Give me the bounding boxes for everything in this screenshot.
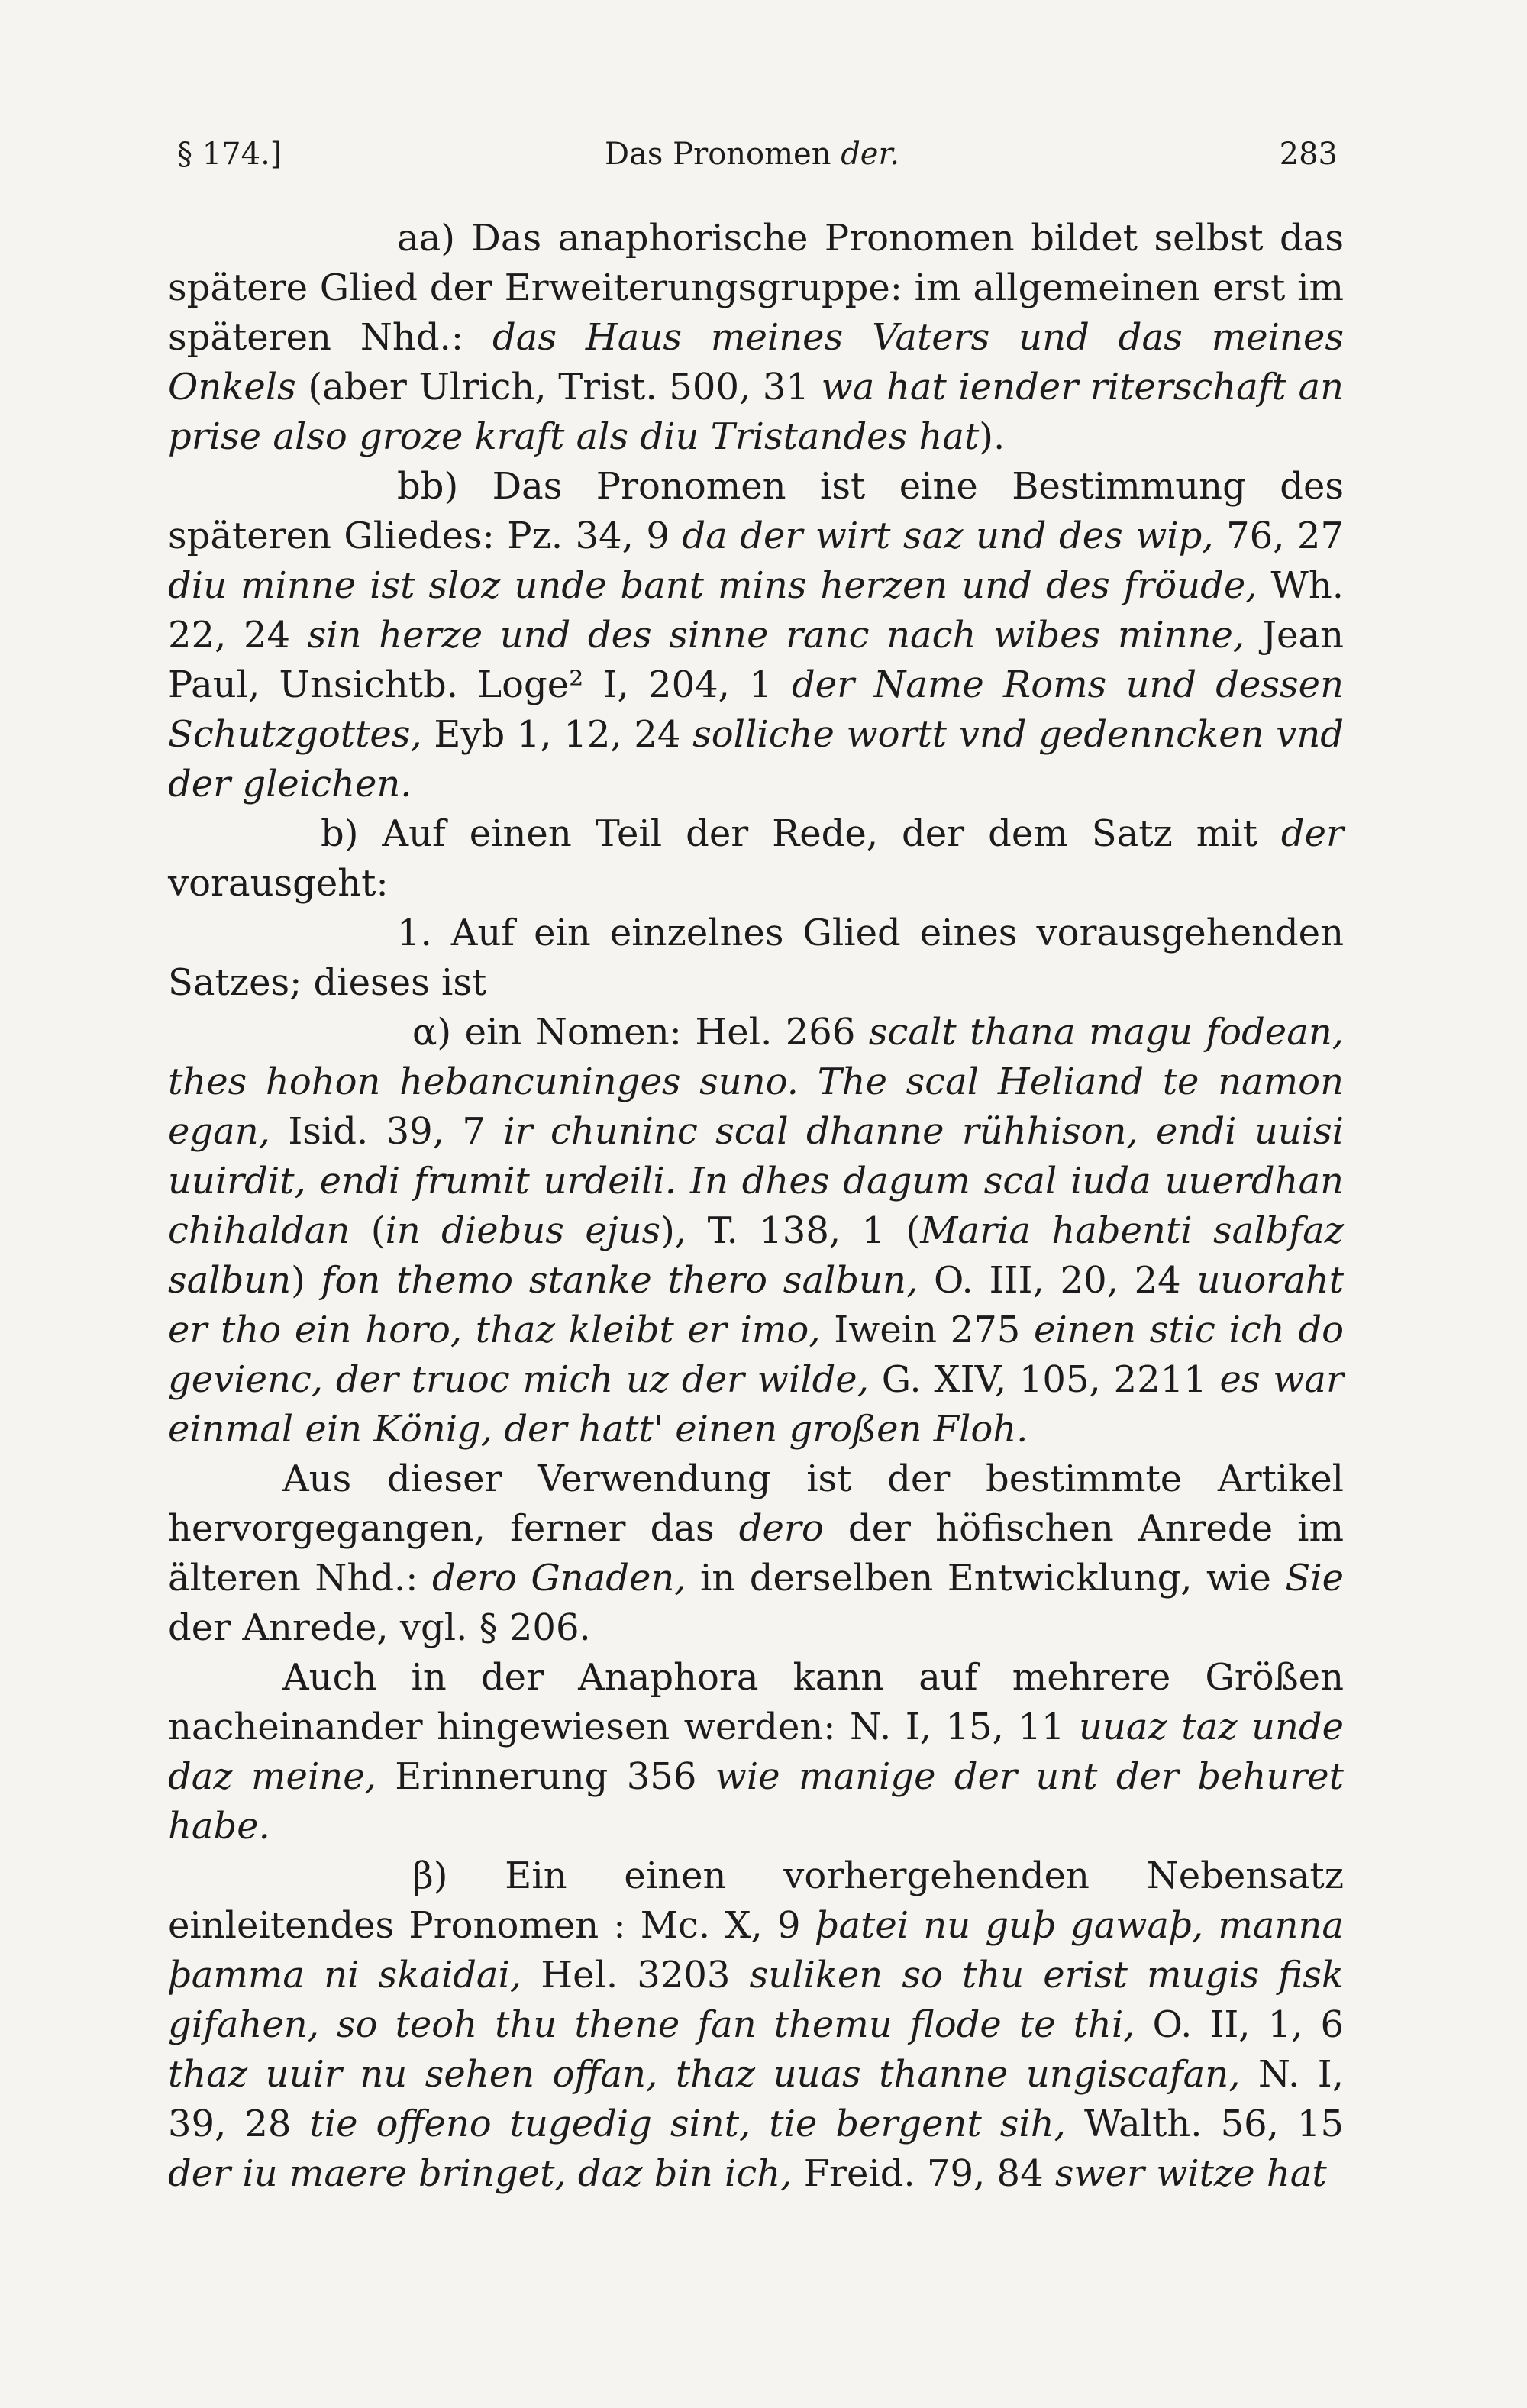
text-run: G. XIV, 105, 2211 bbox=[868, 1358, 1220, 1401]
italic-citation: uuoraht er tho ein horo, thaz kleibt er imo, bbox=[168, 1259, 1345, 1351]
italic-citation: in diebus ejus bbox=[385, 1209, 661, 1252]
text-run: Eyb 1, 12, 24 bbox=[421, 713, 693, 756]
text-run: O. II, 1, 6 bbox=[1135, 2003, 1345, 2046]
text-run: 1. Auf ein einzelnes Glied eines vorausgehenden Satzes; dieses ist bbox=[168, 912, 1344, 1004]
italic-citation: Maria habenti salbfaz salbun bbox=[168, 1209, 1344, 1302]
text-run: ), T. 138, 1 ( bbox=[660, 1209, 921, 1252]
italic-citation: Sie bbox=[1285, 1557, 1344, 1599]
paragraph-anaphora bbox=[168, 1653, 1344, 1851]
italic-citation: es war einmal ein König, der hatt' einen großen Floh. bbox=[168, 1358, 1344, 1451]
text-run: Walth. 56, 15 bbox=[1065, 2103, 1344, 2145]
italic-citation: wa hat iender riterschaft an prise also groze kraft als diu Tristandes hat bbox=[168, 366, 1345, 458]
text-run: vorausgeht: bbox=[168, 862, 389, 905]
text-run: N. I, 39, 28 bbox=[168, 2053, 1345, 2145]
italic-citation: ir chuninc scal dhanne rühhison, endi uuisi uuirdit, endi frumit urdeili. In dhes dagum scal iuda uuerdhan chihaldan bbox=[168, 1110, 1344, 1252]
italic-citation: uuaz taz unde daz meine, bbox=[168, 1706, 1345, 1798]
italic-citation: der iu maere bringet, daz bin ich, bbox=[168, 2152, 793, 2195]
text-run: Iwein 275 bbox=[820, 1309, 1034, 1351]
text-run: der höfischen Anrede im älteren Nhd.: bbox=[168, 1507, 1344, 1599]
italic-citation: solliche wortt vnd gedenncken vnd der gleichen. bbox=[168, 713, 1344, 805]
text-run: ( bbox=[350, 1209, 386, 1252]
text-run: O. III, 20, 24 bbox=[918, 1259, 1197, 1302]
text-run: Wh. 22, 24 bbox=[168, 564, 1344, 657]
text-run: bb) Das Pronomen ist eine Bestimmung des späteren Gliedes: Pz. 34, 9 bbox=[168, 465, 1344, 557]
italic-citation: da der wirt saz und des wip, bbox=[682, 515, 1214, 557]
italic-citation: swer witze hat bbox=[1054, 2152, 1327, 2195]
text-run: (aber Ulrich, Trist. 500, 31 bbox=[295, 366, 822, 408]
italic-citation: das Haus meines Vaters und das meines Onkels bbox=[168, 316, 1344, 408]
text-run: Erinnerung 356 bbox=[376, 1755, 715, 1798]
italic-citation: dero Gnaden, bbox=[431, 1557, 686, 1599]
italic-citation: der bbox=[1280, 812, 1344, 855]
italic-citation: diu minne ist sloz unde bant mins herzen und des fröude, bbox=[168, 564, 1257, 607]
text-run: Hel. 3203 bbox=[521, 1954, 750, 1996]
text-run: α) ein Nomen: Hel. 266 bbox=[412, 1011, 869, 1054]
italic-citation: þatei nu guþ gawaþ, manna þamma ni skaidai, bbox=[168, 1904, 1344, 1996]
italic-citation: der Name Roms und dessen Schutzgottes, bbox=[168, 663, 1345, 756]
text-run: Auch in der Anaphora kann auf mehrere Größen nacheinander hingewiesen werden: N. I, 15, 11 bbox=[168, 1656, 1344, 1748]
text-run: der Anrede, vgl. § 206. bbox=[168, 1606, 591, 1649]
italic-citation: scalt thana magu fodean, thes hohon hebancuninges suno. The scal Heliand te namon egan, bbox=[168, 1011, 1345, 1153]
text-run: Jean Paul, Unsichtb. Loge² I, 204, 1 bbox=[168, 614, 1344, 706]
text-run: Isid. 39, 7 bbox=[270, 1110, 504, 1153]
italic-citation: dero bbox=[738, 1507, 824, 1550]
italic-citation: einen stic ich do gevienc, der truoc mich uz der wilde, bbox=[168, 1309, 1344, 1401]
paragraph-alpha bbox=[168, 1008, 1344, 1454]
italic-citation: tie offeno tugedig sint, tie bergent sih, bbox=[309, 2103, 1066, 2145]
text-run: 76, 27 bbox=[1213, 515, 1345, 557]
running-title: Das Pronomen der. bbox=[605, 137, 899, 172]
page-number: 283 bbox=[1279, 137, 1338, 172]
running-header bbox=[177, 131, 1338, 177]
paragraph-artikel bbox=[168, 1454, 1344, 1653]
paragraph-aa bbox=[168, 214, 1344, 462]
text-run: ) bbox=[291, 1259, 321, 1302]
italic-citation: suliken so thu erist mugis fisk gifahen, so teoh thu thene fan themu flode te thi, bbox=[168, 1954, 1344, 2046]
italic-citation: wie manige der unt der behuret habe. bbox=[168, 1755, 1344, 1848]
section-number: § 174.] bbox=[177, 137, 282, 172]
italic-citation: sin herze und des sinne ranc nach wibes minne, bbox=[307, 614, 1245, 657]
paragraph-b bbox=[168, 809, 1344, 909]
text-run: b) Auf einen Teil der Rede, der dem Satz mit bbox=[321, 812, 1281, 855]
text-run: β) Ein einen vorhergehenden Nebensatz einleitendes Pronomen : Mc. X, 9 bbox=[168, 1854, 1344, 1947]
text-run: aa) Das anaphorische Pronomen bildet selbst das spätere Glied der Erweiterungsgruppe: im allgemeinen erst im späteren Nhd.: bbox=[168, 217, 1344, 359]
text-run: Freid. 79, 84 bbox=[792, 2152, 1055, 2195]
paragraph-1 bbox=[168, 909, 1344, 1008]
text-run: in derselben Entwicklung, wie bbox=[686, 1557, 1286, 1599]
italic-citation: fon themo stanke thero salbun, bbox=[321, 1259, 918, 1302]
paragraph-beta bbox=[168, 1851, 1344, 2199]
text-run: Aus dieser Verwendung ist der bestimmte Artikel hervorgegangen, ferner das bbox=[168, 1457, 1344, 1550]
paragraph-bb bbox=[168, 462, 1344, 809]
text-run: ). bbox=[979, 415, 1006, 458]
italic-citation: thaz uuir nu sehen offan, thaz uuas thanne ungiscafan, bbox=[168, 2053, 1241, 2096]
page-body bbox=[168, 214, 1344, 2199]
